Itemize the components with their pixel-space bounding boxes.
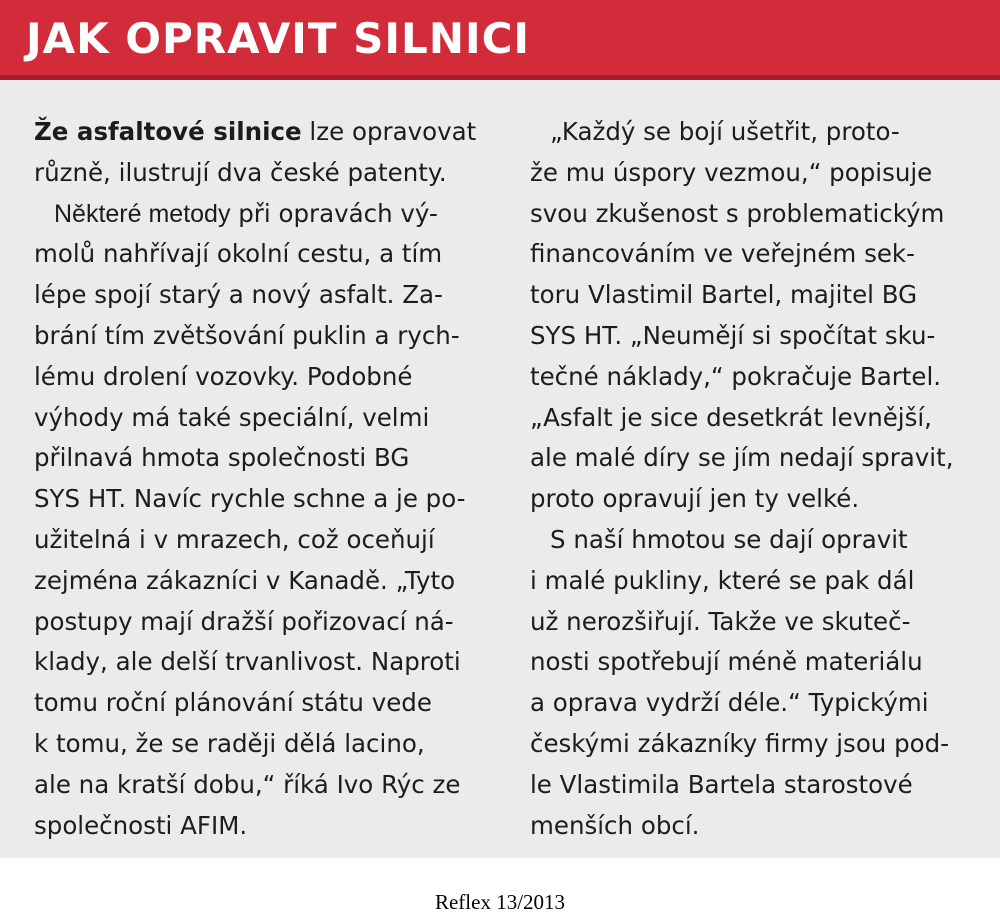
text-line: klady, ale delší trvanlivost. Naproti	[34, 647, 461, 677]
text-line: SYS HT. Navíc rychle schne a je po-	[34, 484, 466, 514]
article-title: JAK OPRAVIT SILNICI	[26, 14, 531, 63]
text-line: le Vlastimila Bartela starostové	[530, 769, 913, 799]
lead-bold: Že asfaltové silnice	[34, 117, 302, 146]
text-line: SYS HT. „Neumějí si spočítat sku-	[530, 320, 936, 350]
text-line: a oprava vydrží déle.“ Typickými	[530, 688, 929, 718]
text-line: nosti spotřebují méně materiálu	[530, 647, 923, 677]
text-line: společnosti AFIM.	[34, 810, 248, 840]
text-line: k tomu, že se raději dělá lacino,	[34, 728, 425, 758]
paragraph-2-lead: Některé metody	[54, 199, 231, 228]
text-line: i malé pukliny, které se pak dál	[530, 565, 915, 595]
text-line: užitelná i v mrazech, což oceňují	[34, 524, 435, 554]
text-line: toru Vlastimil Bartel, majitel BG	[530, 280, 918, 310]
text-line: „Každý se bojí ušetřit, proto-	[550, 117, 900, 146]
text-line: svou zkušenost s problematickým	[530, 198, 945, 228]
text-line: proto opravují jen ty velké.	[530, 484, 860, 514]
text-line: českými zákazníky firmy jsou pod-	[530, 728, 950, 758]
text-line: tečné náklady,“ pokračuje Bartel.	[530, 361, 942, 391]
text-line: zejména zákazníci v Kanadě. „Tyto	[34, 565, 456, 595]
text-line: brání tím zvětšování puklin a rych-	[34, 320, 460, 350]
text-line: S naší hmotou se dají opravit	[550, 524, 908, 554]
text-line: ale malé díry se jím nedají spravit,	[530, 443, 954, 473]
text-line: už nerozšiřují. Takže ve skuteč-	[530, 606, 911, 636]
lead-line	[34, 112, 504, 153]
text-line: lému drolení vozovky. Podobné	[34, 361, 413, 391]
text-line: financováním ve veřejném sek-	[530, 239, 915, 269]
lead-rest: lze opravovat	[301, 117, 477, 146]
text-line: výhody má také speciální, velmi	[34, 402, 430, 432]
text-line: „Asfalt je sice desetkrát levnější,	[530, 402, 932, 432]
source-caption: Reflex 13/2013	[434, 890, 566, 914]
article-header	[0, 0, 1000, 80]
text-line: tomu roční plánování státu vede	[34, 688, 432, 718]
text-line: různě, ilustrují dva české patenty.	[34, 157, 447, 187]
left-column	[34, 112, 504, 846]
text-line: postupy mají dražší pořizovací ná-	[34, 606, 454, 636]
text-line: že mu úspory vezmou,“ popisuje	[530, 157, 933, 187]
text-line: přilnavá hmota společnosti BG	[34, 443, 410, 473]
paragraph-2-first-rest: při opravách vý-	[230, 198, 438, 228]
text-line: menších obcí.	[530, 810, 700, 840]
text-line: molů nahřívají okolní cestu, a tím	[34, 239, 443, 269]
right-column	[530, 112, 990, 846]
text-line: ale na kratší dobu,“ říká Ivo Rýc ze	[34, 769, 461, 799]
paragraph-2-first-line	[34, 194, 504, 235]
text-line: lépe spojí starý a nový asfalt. Za-	[34, 280, 443, 310]
